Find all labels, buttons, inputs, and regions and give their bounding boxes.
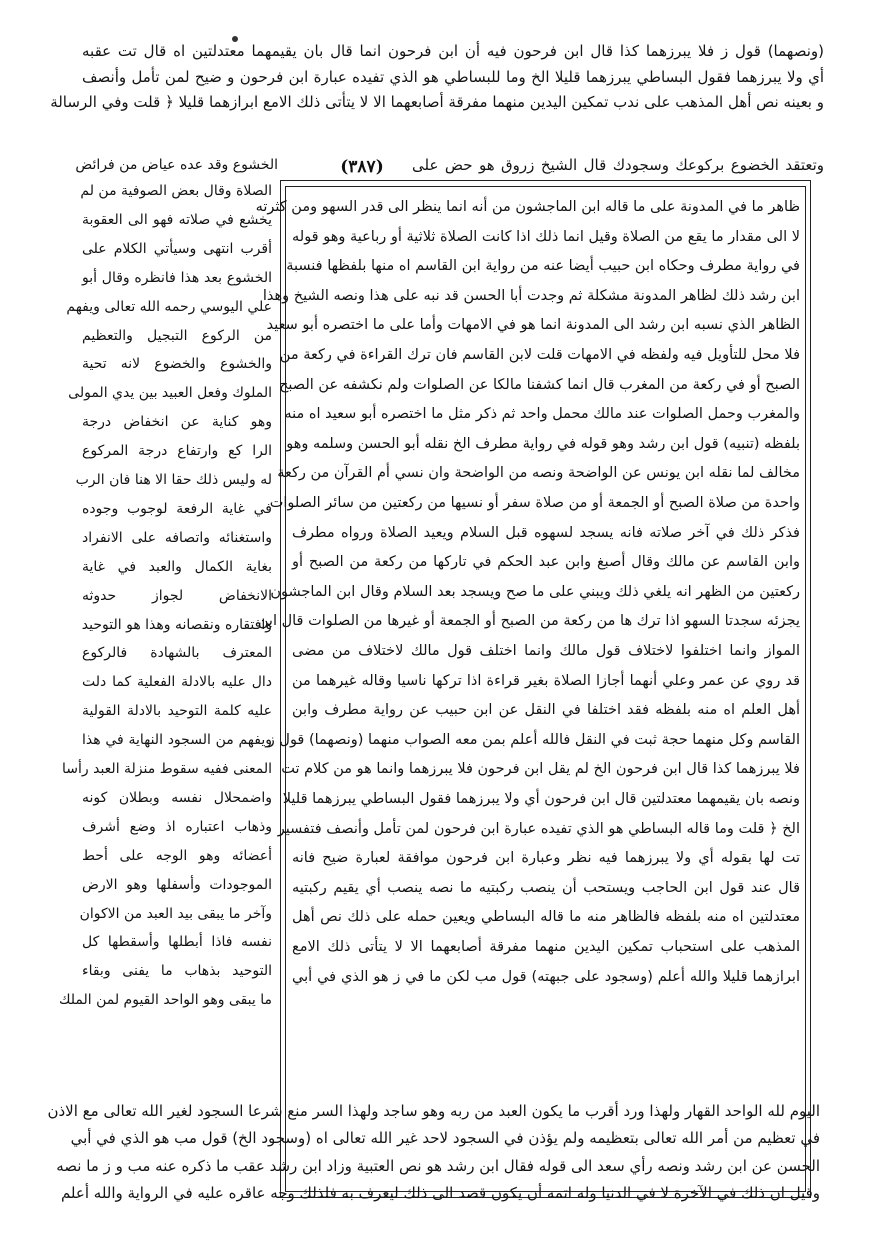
margin-line: الصلاة وقال بعض الصوفية من لم	[80, 183, 272, 199]
margin-line: الخشوع بعد هذا فانظره وقال أبو	[82, 269, 272, 286]
margin-line: أعضائه وهو الوجه على أحط	[82, 847, 272, 864]
commentary-line: المواز وانما اختلفوا لاختلاف قول مالك وانما اختلف قول مالك لاختلاف من مضى	[292, 643, 800, 659]
margin-line: علي اليوسي رحمه الله تعالى ويفهم	[66, 298, 272, 315]
commentary-line: الصبح أو في ركعة من المغرب قال انما كشفنا مالكا عن الصلوات ولم نكشفه عن الصبح	[279, 376, 800, 393]
commentary-line: مخالف لما نقله ابن يونس عن الواضحة ونصه من الواضحة وان نسي أم القرآن من ركعة	[277, 465, 800, 482]
footer-line: في تعظيم من أمر الله تعالى بتعظيمه ولم يؤذن في السجود لاحد غير الله تعالى اه (وسجود الخ) قول مب هو الذي في أبي	[70, 1129, 820, 1147]
margin-line: المعنى ففيه سقوط منزلة العبد رأسا	[62, 761, 272, 777]
margin-line: ويفهم من السجود النهاية في هذا	[82, 732, 272, 749]
margin-line: وهو كناية عن انخفاض درجة	[82, 414, 272, 431]
commentary-line: أهل العلم اه منه بلفظه فقد اختلفا في النقل عن ابن حبيب عن رواية مطرف وابن	[292, 702, 800, 719]
commentary-line: قد روي عن عمر وعلي أنهما أجازا الصلاة بغير قراءة اذا تركها ناسيا وقاله غيرهما من	[292, 672, 800, 689]
margin-line: الرا كع وارتفاع درجة المركوع	[82, 443, 272, 460]
margin-line: من الركوع التبجيل والتعظيم	[82, 327, 272, 344]
margin-line: له وليس ذلك حقا الا هنا فان الرب	[75, 472, 272, 488]
commentary-line: فلا يبرزهما كذا قال ابن فرحون الخ لم يقل ابن فرحون فلا يبرزهما وانما هو من كلام تت	[281, 761, 800, 778]
header-line: و بعينه نص أهل المذهب على ندب تمكين اليدين منهما مفرقة أصابعهما الا لا يتأتى ذلك الامع ابرازهما قليلا ﴿ قلت وفي الرسالة	[50, 93, 824, 111]
page-number: (٣٨٧)	[340, 157, 384, 177]
header-line: (ونصهما) قول ز فلا يبرزهما كذا قال ابن فرحون فيه أن ابن فرحون انما قال بان يقيمهما معتدلتين اه قال تت عقبه	[82, 42, 824, 60]
commentary-line: القاسم وكل منهما حجة ثبت في النقل فالله أعلم بمن معه الصواب منهما (ونصهما) قول ز	[267, 731, 800, 748]
commentary-line: ابرازهما قليلا والله أعلم (وسجود على جبهته) قول مب لكن ما في ز هو الذي في أبي	[292, 968, 800, 985]
commentary-line: والمغرب وحمل الصلوات عند مالك محمل واحد ثم ذكر مثل ما اختصره أبو سعيد اه منه	[284, 406, 800, 423]
commentary-line: فلا محل للتأويل فيه ولفظه في الامهات قلت لابن القاسم فان ترك القراءة في ركعة من	[279, 347, 800, 363]
commentary-line: في رواية مطرف وحكاه ابن حبيب أيضا عنه من رواية ابن القاسم اه منها بلفظها فنسبة	[286, 258, 800, 275]
margin-line: ما يبقى وهو الواحد القيوم لمن الملك	[58, 992, 272, 1009]
margin-line: يخشع في صلاته فهو الى العقوبة	[82, 211, 272, 228]
commentary-line: لا الى مقدار ما يقع من الصلاة وقيل انما ذلك اذا كانت الصلاة ثلاثية أو رباعية وهو قوله	[292, 228, 800, 245]
commentary-line: تت لها بقوله أي ولا يبرزهما فيه نظر وعبارة ابن فرحون موافقة لعبارة ضيح فانه	[292, 850, 800, 867]
footer-line: اليوم لله الواحد القهار ولهذا ورد أقرب ما يكون العبد من ربه وهو ساجد ولهذا السر منع شرعا السجود لغير الله تعالى مع الاذن	[47, 1102, 820, 1120]
commentary-line: واحدة من صلاة الصبح أو الجمعة أو من صلاة سفر أو نسيها من ركعتين من سائر الصلوات	[269, 495, 800, 511]
footer-line: وقيل ان ذلك في الآخرة لا في الدنيا وله اتمه أن يكون قصد الى ذلك ليعرف به فلذلك وجه عاقره عليه في الرواية والله أعلم	[60, 1184, 820, 1202]
margin-line: بغاية الكمال والعبد في غاية	[82, 558, 272, 575]
commentary-line: ظاهر ما في المدونة على ما قاله ابن الماجشون من أنه انما ينظر الى قدر السهو ومن كثرته	[255, 199, 800, 215]
margin-line: التوحيد بذهاب ما يفنى وبقاء	[82, 963, 272, 980]
margin-line: الانخفاض لجواز حدوثه	[82, 587, 272, 604]
margin-line: المعترف بالشهادة فالركوع	[82, 645, 272, 662]
margin-line: دال عليه بالادلة الفعلية كما دلت	[82, 674, 272, 691]
commentary-line: يجزئه سجدتا السهو اذا ترك ها من ركعة من الصبح أو الجمعة أو غيرها من الصلوات قال ابن	[257, 613, 800, 630]
footer-line: الحسن عن ابن رشد ونصه رأي سعد الى قوله فقال ابن رشد هو نص العتبية وزاد ابن رشد عقب ما ذكره عنه مب و ز ما نصه	[56, 1157, 820, 1175]
margin-line: واضمحلال نفسه وبطلان كونه	[82, 789, 272, 806]
commentary-line: ابن رشد ذلك لظاهر المدونة مشكلة ثم وجدت أبا الحسن قد نبه على هذا ونصه الشيخ وهذا	[262, 287, 800, 304]
commentary-line: الظاهر الذي نسبه ابن رشد الى المدونة انما هو في الامهات وأما على ما اختصره أبو سعيد	[266, 317, 800, 334]
commentary-line: المذهب على استحباب تمكين اليدين منهما مفرقة أصابعهما الا لا يتأتى ذلك الامع	[292, 939, 800, 955]
commentary-line: معتدلتين اه منه بلفظه فالظاهر منه ما قاله البساطي ويعين حمله على ذلك نص أهل	[292, 909, 800, 926]
header-tail: الخشوع وقد عده عياض من فرائض	[75, 157, 278, 173]
commentary-line: ونصه بان يقيمهما معتدلتين قال ابن فرحون أي ولا يبرزهما فقول البساطي يبرزهما قليلا	[282, 791, 800, 807]
margin-line: الموجودات وأسفلها وهو الارض	[82, 876, 272, 893]
margin-line: وذهاب اعتباره اذ وضع أشرف	[82, 818, 272, 835]
margin-line: في غاية الرفعة لوجوب وجوده	[82, 500, 272, 517]
commentary-line: قال عند قول ابن الحاجب ويستحب أن ينصب ركبتيه ما نصه ينصب أي يقيم ركبتيه	[292, 879, 800, 896]
margin-line: عليه كلمة التوحيد بالادلة القولية	[82, 703, 272, 720]
margin-line: وافتقاره ونقصانه وهذا هو التوحيد	[81, 616, 272, 633]
margin-line: الملوك وفعل العبيد بين يدي المولى	[68, 385, 272, 402]
margin-line: والخشوع والخضوع لانه تحية	[82, 356, 272, 373]
commentary-line: فذكر ذلك في آخر صلاته فانه يسجد لسهوه قبل السلام ويعيد الصلاة ورواه مطرف	[292, 524, 800, 541]
commentary-line: الخ ﴿ قلت وما قاله البساطي هو الذي تفيده عبارة ابن فرحون لمن تأمل وأنصف فتفسير	[277, 820, 800, 837]
margin-line: أقرب انتهى وسيأتي الكلام على	[82, 240, 272, 257]
margin-line: واستغنائه واتصافه على الانفراد	[82, 529, 272, 546]
commentary-line: وابن القاسم عن مالك وقال أصبغ وابن عبد الحكم في تاركها من ركعة من الصبح أو	[292, 554, 800, 571]
margin-line: وآخر ما يبقى بيد العبد من الاكوان	[79, 905, 272, 922]
margin-line: نفسه فاذا أبطلها وأسقطها كل	[82, 934, 272, 951]
commentary-line: ركعتين من الظهر انه يلغي ذلك ويبني على ما صح ويسجد بعد السلام وقال ابن الماجشون	[270, 583, 800, 600]
header-line: وتعتقد الخضوع بركوعك وسجودك قال الشيخ زروق هو حض على	[412, 156, 824, 174]
header-line: أي ولا يبرزهما فقول البساطي يبرزهما قليلا الخ وما للبساطي هو الذي تفيده عبارة ابن فرحون و ضيح لمن تأمل وأنصف	[82, 68, 824, 86]
commentary-line: بلفظه (تنبيه) قول ابن رشد وهو قوله في رواية مطرف الخ نقله أبو الحسن وسلمه وهو	[286, 435, 800, 452]
